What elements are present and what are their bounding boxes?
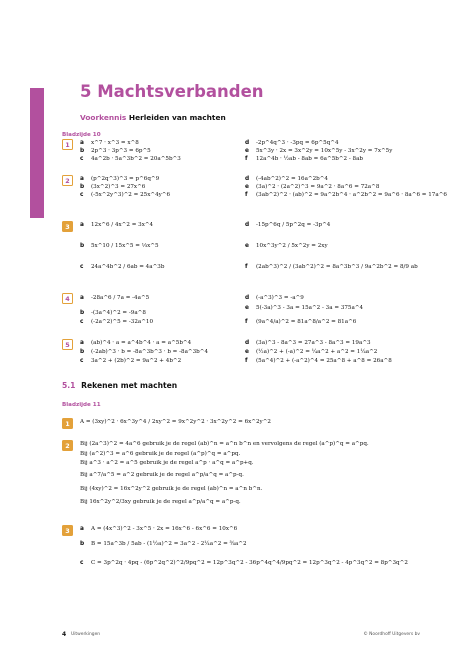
exercise-line: c (-5x^2y^3)^2 = 25x^4y^6 — [80, 192, 171, 199]
exercise-2-line: Bij a^7/a^5 = a^2 gebruik je de regel a^p/a^q = a^p-q. — [80, 472, 244, 478]
exercise-line: d (-a^3)^3 = -a^9 — [245, 295, 304, 302]
section-number: 5.1 — [62, 381, 76, 390]
exercise-1-text: A = (3xy)^2 · 6x^3y^4 / 2xy^2 = 9x^2y^2 · 3x^2y^2 = 6x^2y^2 — [80, 419, 271, 425]
footer-book-title: Uitwerkingen — [71, 632, 101, 637]
exercise-line: b (-2ab)^3 · b = -8a^3b^3 · b = -8a^3b^4 — [80, 349, 209, 356]
page-ref-11: Bladzijde 11 — [62, 402, 101, 408]
exercise-badge: 5 — [62, 339, 73, 350]
exercise-2-line: Bij (4xy)^2 = 16x^2y^2 gebruik je de regel (ab)^n = a^n b^n. — [80, 486, 263, 492]
exercise-badge: 1 — [62, 139, 73, 150]
exercise-2-line: Bij a^3 · a^2 = a^5 gebruik je de regel a^p · a^q = a^p+q. — [80, 460, 254, 466]
voorkennis-title: Herleiden van machten — [128, 113, 226, 122]
exercise-line: a A = (4x^3)^2 - 3x^5 · 2x = 16x^6 - 6x^6 = 10x^6 — [80, 526, 238, 533]
exercise-line: a x^7 · x^3 = x^8 — [80, 140, 139, 147]
exercise-line: c (-2a^2)^5 = -32a^10 — [80, 319, 154, 326]
voorkennis-heading — [80, 113, 226, 122]
exercise-line: b (3x^2)^3 = 27x^6 — [80, 184, 146, 191]
exercise-line: d -2p^4q^3 · -3pq = 6p^5q^4 — [245, 140, 339, 147]
exercise-line: e (3a)^2 · (2a^2)^3 = 9a^2 · 8a^6 = 72a^8 — [245, 184, 380, 191]
chapter-title: 5 Machtsverbanden — [80, 82, 264, 101]
exercise-line: b 2p^3 · 3p^3 = 6p^5 — [80, 148, 151, 155]
exercise-line: a (p^2q^3)^3 = p^6q^9 — [80, 176, 160, 183]
section-title: Rekenen met machten — [81, 381, 178, 390]
page-ref-10: Bladzijde 10 — [62, 132, 101, 138]
exercise-line: c C = 3p^2q · 4pq - (6p^2q^2)^2/9pq^2 = 12p^3q^2 - 36p^4q^4/9pq^2 = 12p^3q^2 - 4p^3q^2 = 8p^3q^2 — [80, 560, 408, 567]
exercise-line: e 10x^3y^2 / 5x^2y = 2xy — [245, 243, 328, 250]
exercise-line: f (3ab^2)^2 · (ab)^2 = 9a^2b^4 · a^2b^2 = 9a^6 · 8a^6 = 17a^6 — [245, 192, 447, 199]
exercise-line: b 5x^10 / 15x^5 = ⅓x^5 — [80, 243, 159, 250]
exercise-line: e 5(-3a)^3 - 3a = 15a^2 - 3a = 375a^4 — [245, 305, 364, 312]
exercise-line: d (-4ab^2)^2 = 16a^2b^4 — [245, 176, 328, 183]
exercise-line: c 24a^4b^2 / 6ab = 4a^3b — [80, 264, 165, 271]
exercise-line: a (ab)^4 · a = a^4b^4 · a = a^5b^4 — [80, 340, 192, 347]
exercise-line: b -(3a^4)^2 = -9a^8 — [80, 310, 146, 317]
exercise-line: c 4a^2b · 5a^3b^2 = 20a^5b^3 — [80, 156, 181, 163]
exercise-2-line: Bij (2a^3)^2 = 4a^6 gebruik je de regel (ab)^n = a^n b^n en vervolgens de regel (a^p)^q = a^pq. — [80, 441, 369, 447]
exercise-2-line: Bij (a^2)^3 = a^6 gebruik je de regel (a^p)^q = a^pq. — [80, 451, 241, 457]
exercise-line: f (5a^4)^2 + (-a^2)^4 = 25a^8 + a^8 = 26a^8 — [245, 358, 392, 365]
voorkennis-label: Voorkennis — [80, 113, 127, 122]
exercise-line: f (2ab^3)^2 / (3ab^2)^2 = 8a^3b^3 / 9a^2b^2 = 8/9 ab — [245, 264, 418, 271]
exercise-badge: 2 — [62, 175, 73, 186]
exercise-line: c 3a^2 + (2b)^2 = 9a^2 + 4b^2 — [80, 358, 182, 365]
exercise-line: a -28a^6 / 7a = -4a^5 — [80, 295, 150, 302]
chapter-side-tab — [30, 88, 44, 218]
exercise-badge: 4 — [62, 293, 73, 304]
exercise-2-line: Bij 16x^2y^2/3xy gebruik je de regel a^p/a^q = a^p-q. — [80, 499, 241, 505]
exercise-line: d (3a)^3 - 8a^3 = 27a^3 - 8a^3 = 19a^3 — [245, 340, 371, 347]
section-heading — [62, 381, 177, 390]
footer-copyright: © Noordhoff Uitgevers bv — [363, 632, 420, 637]
exercise-badge: 3 — [62, 525, 73, 536]
exercise-badge: 2 — [62, 440, 73, 451]
exercise-badge: 1 — [62, 418, 73, 429]
exercise-line: f 12a^4b · ½ab - 8ab = 6a^5b^2 - 8ab — [245, 156, 364, 163]
exercise-line: e (½a)^2 + (-a)^2 = ¼a^2 + a^2 = 1¼a^2 — [245, 349, 378, 356]
exercise-line: b B = 15a^3b / 5ab - (1½a)^2 = 3a^2 - 2¼a^2 = ¾a^2 — [80, 541, 247, 548]
exercise-line: e 5x^3y · 2x = 3x^2y = 10x^5y - 3x^2y = 7x^5y — [245, 148, 393, 155]
exercise-badge: 3 — [62, 221, 73, 232]
exercise-line: a 12x^6 / 4x^2 = 3x^4 — [80, 222, 154, 229]
exercise-line: f (9a^4/a)^2 = 81a^8/a^2 = 81a^6 — [245, 319, 357, 326]
exercise-line: d -15p^6q / 5p^2q = -3p^4 — [245, 222, 331, 229]
page-number: 4 — [62, 631, 67, 638]
